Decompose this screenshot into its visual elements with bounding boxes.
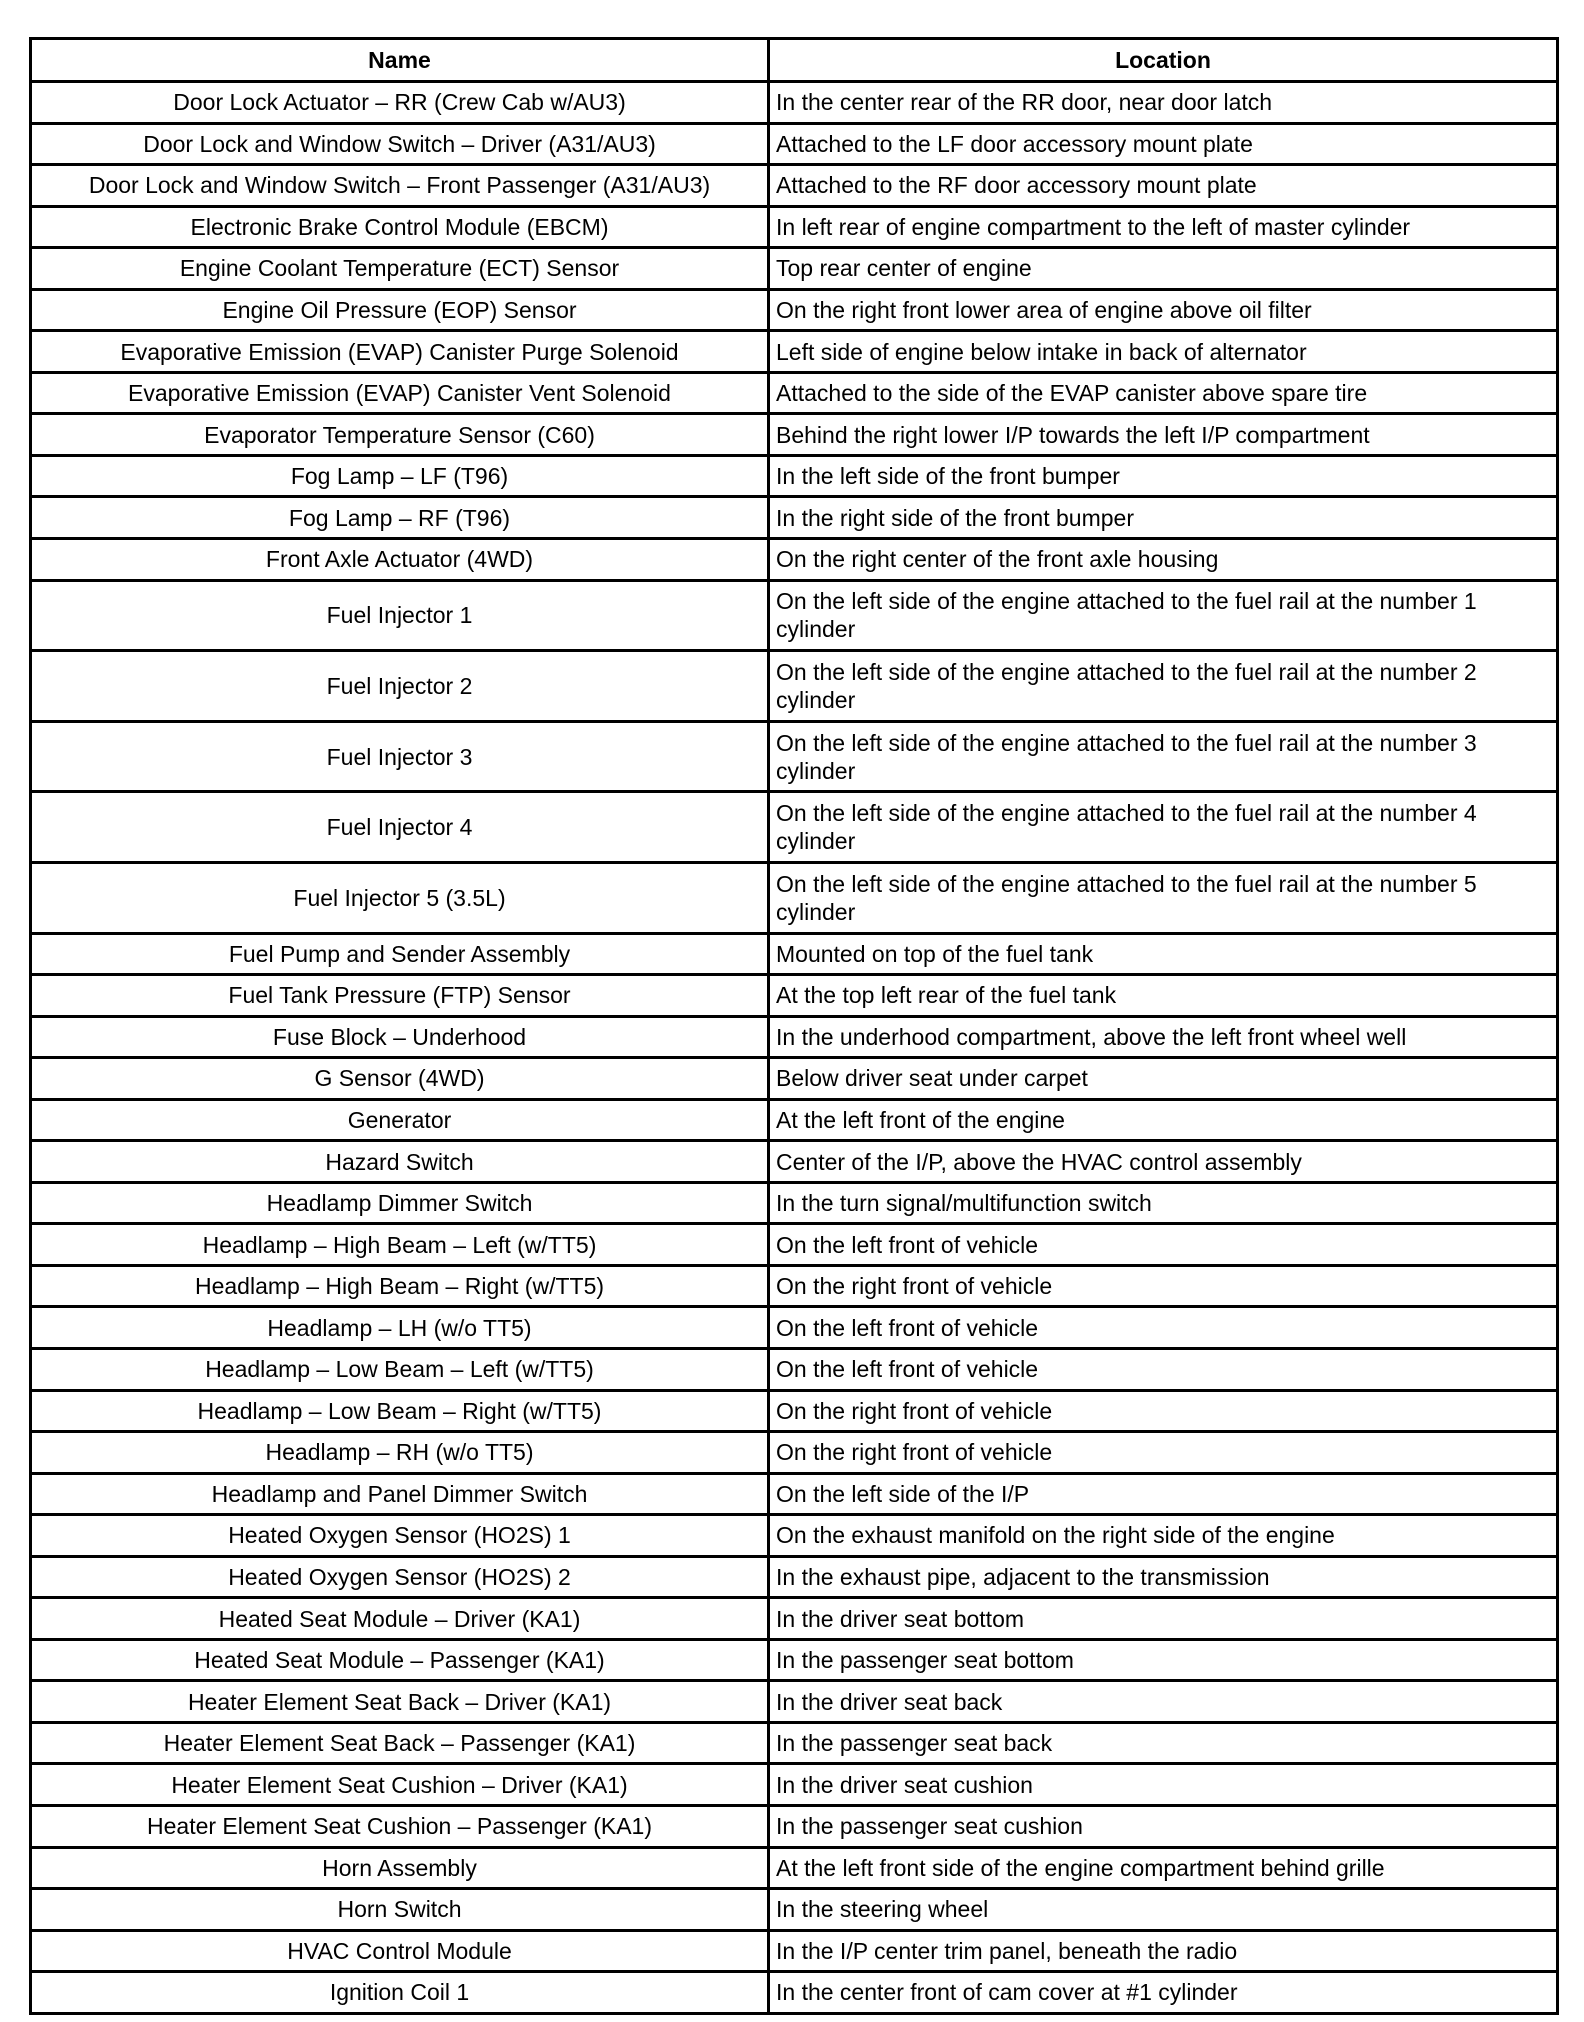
component-name: Fuel Injector 5 (3.5L) [31, 862, 769, 933]
component-location: In the driver seat back [769, 1681, 1558, 1723]
table-row [31, 1224, 1558, 1266]
component-name: Electronic Brake Control Module (EBCM) [31, 206, 769, 248]
component-location: On the left front of vehicle [769, 1349, 1558, 1391]
component-location: In the center rear of the RR door, near door latch [769, 82, 1558, 124]
component-location: Behind the right lower I/P towards the left I/P compartment [769, 414, 1558, 456]
table-row [31, 372, 1558, 414]
component-location-sheet [29, 37, 1556, 2015]
table-row [31, 82, 1558, 124]
component-name: Fuel Tank Pressure (FTP) Sensor [31, 975, 769, 1017]
component-location: Attached to the RF door accessory mount plate [769, 165, 1558, 207]
component-location: On the right front of vehicle [769, 1265, 1558, 1307]
table-row [31, 862, 1558, 933]
table-row [31, 1265, 1558, 1307]
component-location: At the left front of the engine [769, 1099, 1558, 1141]
component-name: Fuse Block – Underhood [31, 1016, 769, 1058]
component-name: Fog Lamp – LF (T96) [31, 455, 769, 497]
component-name: Fuel Injector 4 [31, 792, 769, 863]
component-name: Fuel Injector 3 [31, 721, 769, 792]
component-name: Heated Seat Module – Passenger (KA1) [31, 1639, 769, 1681]
component-location: In the steering wheel [769, 1889, 1558, 1931]
table-row [31, 651, 1558, 722]
table-row [31, 165, 1558, 207]
component-location-table [29, 37, 1559, 2015]
table-row [31, 933, 1558, 975]
component-location: On the exhaust manifold on the right side of the engine [769, 1515, 1558, 1557]
component-name: Headlamp – RH (w/o TT5) [31, 1432, 769, 1474]
component-location: In the underhood compartment, above the left front wheel well [769, 1016, 1558, 1058]
component-location: At the top left rear of the fuel tank [769, 975, 1558, 1017]
component-name: Heated Oxygen Sensor (HO2S) 2 [31, 1556, 769, 1598]
component-name: Fog Lamp – RF (T96) [31, 497, 769, 539]
table-row [31, 721, 1558, 792]
table-row [31, 580, 1558, 651]
table-row [31, 206, 1558, 248]
component-location: On the left side of the I/P [769, 1473, 1558, 1515]
component-name: Door Lock and Window Switch – Front Passenger (A31/AU3) [31, 165, 769, 207]
component-name: Heater Element Seat Cushion – Driver (KA1) [31, 1764, 769, 1806]
table-row [31, 1639, 1558, 1681]
component-location: On the right front of vehicle [769, 1432, 1558, 1474]
component-location: At the left front side of the engine compartment behind grille [769, 1847, 1558, 1889]
table-row [31, 1806, 1558, 1848]
table-row [31, 1930, 1558, 1972]
table-row [31, 1598, 1558, 1640]
table-row [31, 123, 1558, 165]
component-name: Heater Element Seat Back – Driver (KA1) [31, 1681, 769, 1723]
component-location: On the left front of vehicle [769, 1224, 1558, 1266]
component-name: Headlamp – Low Beam – Right (w/TT5) [31, 1390, 769, 1432]
component-name: G Sensor (4WD) [31, 1058, 769, 1100]
component-location: In the passenger seat back [769, 1722, 1558, 1764]
component-location: Attached to the side of the EVAP canister above spare tire [769, 372, 1558, 414]
component-name: Headlamp – High Beam – Left (w/TT5) [31, 1224, 769, 1266]
component-location: Center of the I/P, above the HVAC control assembly [769, 1141, 1558, 1183]
component-location: In the turn signal/multifunction switch [769, 1182, 1558, 1224]
component-name: Headlamp and Panel Dimmer Switch [31, 1473, 769, 1515]
component-name: Generator [31, 1099, 769, 1141]
component-name: Heater Element Seat Back – Passenger (KA1) [31, 1722, 769, 1764]
component-location: On the left side of the engine attached to the fuel rail at the number 1 cylinder [769, 580, 1558, 651]
table-row [31, 1764, 1558, 1806]
component-location: On the left front of vehicle [769, 1307, 1558, 1349]
table-row [31, 1972, 1558, 2014]
component-name: Heated Oxygen Sensor (HO2S) 1 [31, 1515, 769, 1557]
component-location: On the left side of the engine attached to the fuel rail at the number 4 cylinder [769, 792, 1558, 863]
component-name: Hazard Switch [31, 1141, 769, 1183]
component-name: Evaporative Emission (EVAP) Canister Vent Solenoid [31, 372, 769, 414]
table-row [31, 1141, 1558, 1183]
component-location: In the I/P center trim panel, beneath the radio [769, 1930, 1558, 1972]
component-name: HVAC Control Module [31, 1930, 769, 1972]
component-name: Heater Element Seat Cushion – Passenger (KA1) [31, 1806, 769, 1848]
table-row [31, 1307, 1558, 1349]
component-name: Headlamp Dimmer Switch [31, 1182, 769, 1224]
table-row [31, 1722, 1558, 1764]
table-body [31, 82, 1558, 2014]
component-location: In the exhaust pipe, adjacent to the transmission [769, 1556, 1558, 1598]
table-row [31, 792, 1558, 863]
table-row [31, 1515, 1558, 1557]
table-row [31, 1016, 1558, 1058]
component-location: Attached to the LF door accessory mount plate [769, 123, 1558, 165]
table-row [31, 248, 1558, 290]
table-row [31, 1473, 1558, 1515]
component-location: On the right front of vehicle [769, 1390, 1558, 1432]
table-row [31, 331, 1558, 373]
component-location: In the passenger seat bottom [769, 1639, 1558, 1681]
component-location: In the driver seat cushion [769, 1764, 1558, 1806]
table-row [31, 497, 1558, 539]
component-location: In the passenger seat cushion [769, 1806, 1558, 1848]
table-row [31, 289, 1558, 331]
component-location: Left side of engine below intake in back of alternator [769, 331, 1558, 373]
component-name: Horn Switch [31, 1889, 769, 1931]
component-name: Engine Coolant Temperature (ECT) Sensor [31, 248, 769, 290]
component-name: Fuel Injector 2 [31, 651, 769, 722]
column-header-location: Location [769, 39, 1558, 82]
component-name: Headlamp – High Beam – Right (w/TT5) [31, 1265, 769, 1307]
component-location: On the left side of the engine attached to the fuel rail at the number 3 cylinder [769, 721, 1558, 792]
table-header [31, 39, 1558, 82]
table-row [31, 414, 1558, 456]
table-row [31, 455, 1558, 497]
component-name: Engine Oil Pressure (EOP) Sensor [31, 289, 769, 331]
header-row [31, 39, 1558, 82]
table-row [31, 1681, 1558, 1723]
component-location: Below driver seat under carpet [769, 1058, 1558, 1100]
component-name: Front Axle Actuator (4WD) [31, 539, 769, 581]
component-name: Door Lock and Window Switch – Driver (A31/AU3) [31, 123, 769, 165]
table-row [31, 1847, 1558, 1889]
table-row [31, 539, 1558, 581]
table-row [31, 975, 1558, 1017]
table-row [31, 1182, 1558, 1224]
component-location: In the right side of the front bumper [769, 497, 1558, 539]
component-location: In the center front of cam cover at #1 cylinder [769, 1972, 1558, 2014]
component-name: Evaporator Temperature Sensor (C60) [31, 414, 769, 456]
component-name: Headlamp – LH (w/o TT5) [31, 1307, 769, 1349]
component-name: Heated Seat Module – Driver (KA1) [31, 1598, 769, 1640]
table-row [31, 1432, 1558, 1474]
component-name: Fuel Injector 1 [31, 580, 769, 651]
table-row [31, 1099, 1558, 1141]
table-row [31, 1058, 1558, 1100]
component-location: In the driver seat bottom [769, 1598, 1558, 1640]
table-row [31, 1349, 1558, 1391]
component-location: On the right front lower area of engine above oil filter [769, 289, 1558, 331]
table-row [31, 1390, 1558, 1432]
column-header-name: Name [31, 39, 769, 82]
component-name: Fuel Pump and Sender Assembly [31, 933, 769, 975]
component-location: On the right center of the front axle housing [769, 539, 1558, 581]
component-name: Evaporative Emission (EVAP) Canister Purge Solenoid [31, 331, 769, 373]
component-location: In left rear of engine compartment to the left of master cylinder [769, 206, 1558, 248]
component-name: Ignition Coil 1 [31, 1972, 769, 2014]
table-row [31, 1889, 1558, 1931]
component-location: In the left side of the front bumper [769, 455, 1558, 497]
component-location: On the left side of the engine attached to the fuel rail at the number 5 cylinder [769, 862, 1558, 933]
component-location: Mounted on top of the fuel tank [769, 933, 1558, 975]
component-location: On the left side of the engine attached to the fuel rail at the number 2 cylinder [769, 651, 1558, 722]
component-location: Top rear center of engine [769, 248, 1558, 290]
component-name: Headlamp – Low Beam – Left (w/TT5) [31, 1349, 769, 1391]
component-name: Horn Assembly [31, 1847, 769, 1889]
table-row [31, 1556, 1558, 1598]
component-name: Door Lock Actuator – RR (Crew Cab w/AU3) [31, 82, 769, 124]
